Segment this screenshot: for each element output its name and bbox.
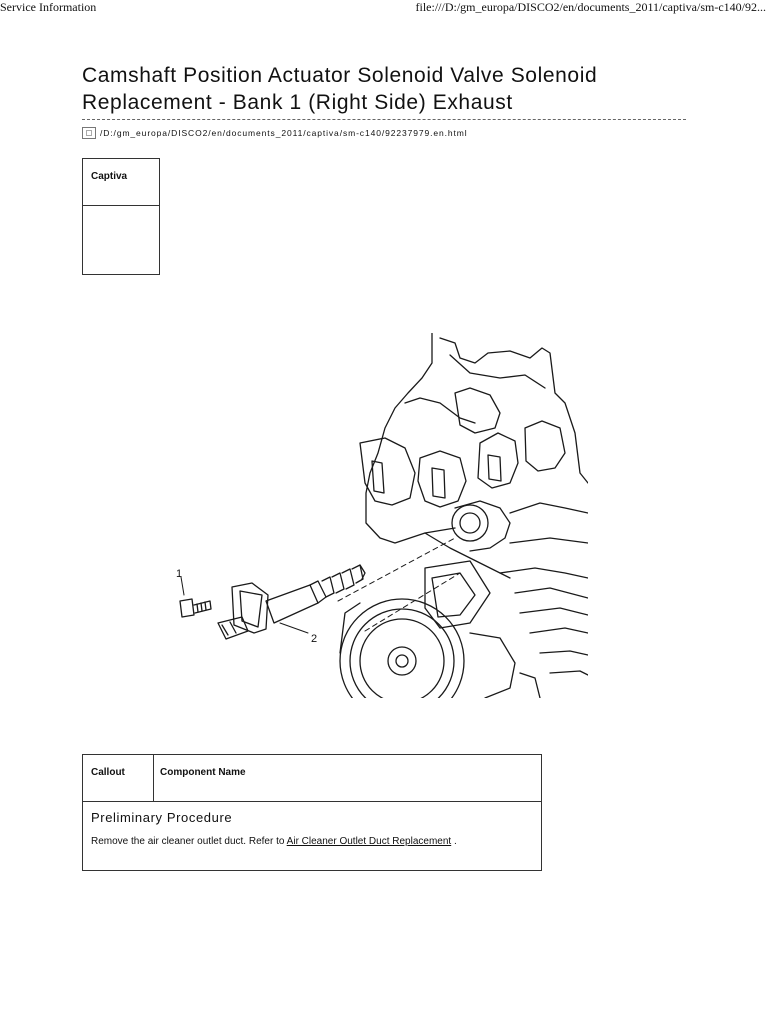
column-divider (153, 755, 154, 801)
callout-1-label: 1 (176, 568, 183, 580)
model-name: Captiva (83, 159, 159, 206)
document-title: Camshaft Position Actuator Solenoid Valve Solenoid Replacement - Bank 1 (Right Side) Exhaust (82, 64, 598, 114)
broken-image-icon (82, 127, 96, 139)
title-divider (82, 119, 686, 120)
model-table (82, 158, 160, 275)
solenoid-illustration (170, 333, 588, 698)
column-header-component-name: Component Name (160, 767, 246, 778)
column-header-callout: Callout (91, 767, 125, 778)
callout-table-header (83, 755, 541, 802)
document-path: /D:/gm_europa/DISCO2/en/documents_2011/captiva/sm-c140/92237979.en.html (100, 128, 468, 138)
instruction-text (91, 836, 457, 847)
page-header-url: file:///D:/gm_europa/DISCO2/en/documents_2011/captiva/sm-c140/92... (415, 0, 766, 14)
callout-table (82, 754, 542, 871)
instruction-suffix: . (453, 836, 457, 847)
section-title: Preliminary Procedure (91, 810, 233, 825)
page-header-left: Service Information (0, 0, 97, 14)
callout-2-label: 2 (311, 633, 318, 645)
instruction-prefix: Remove the air cleaner outlet duct. Refer to (91, 836, 285, 847)
air-cleaner-duct-link[interactable]: Air Cleaner Outlet Duct Replacement (286, 836, 452, 847)
document-path-row (82, 126, 468, 140)
